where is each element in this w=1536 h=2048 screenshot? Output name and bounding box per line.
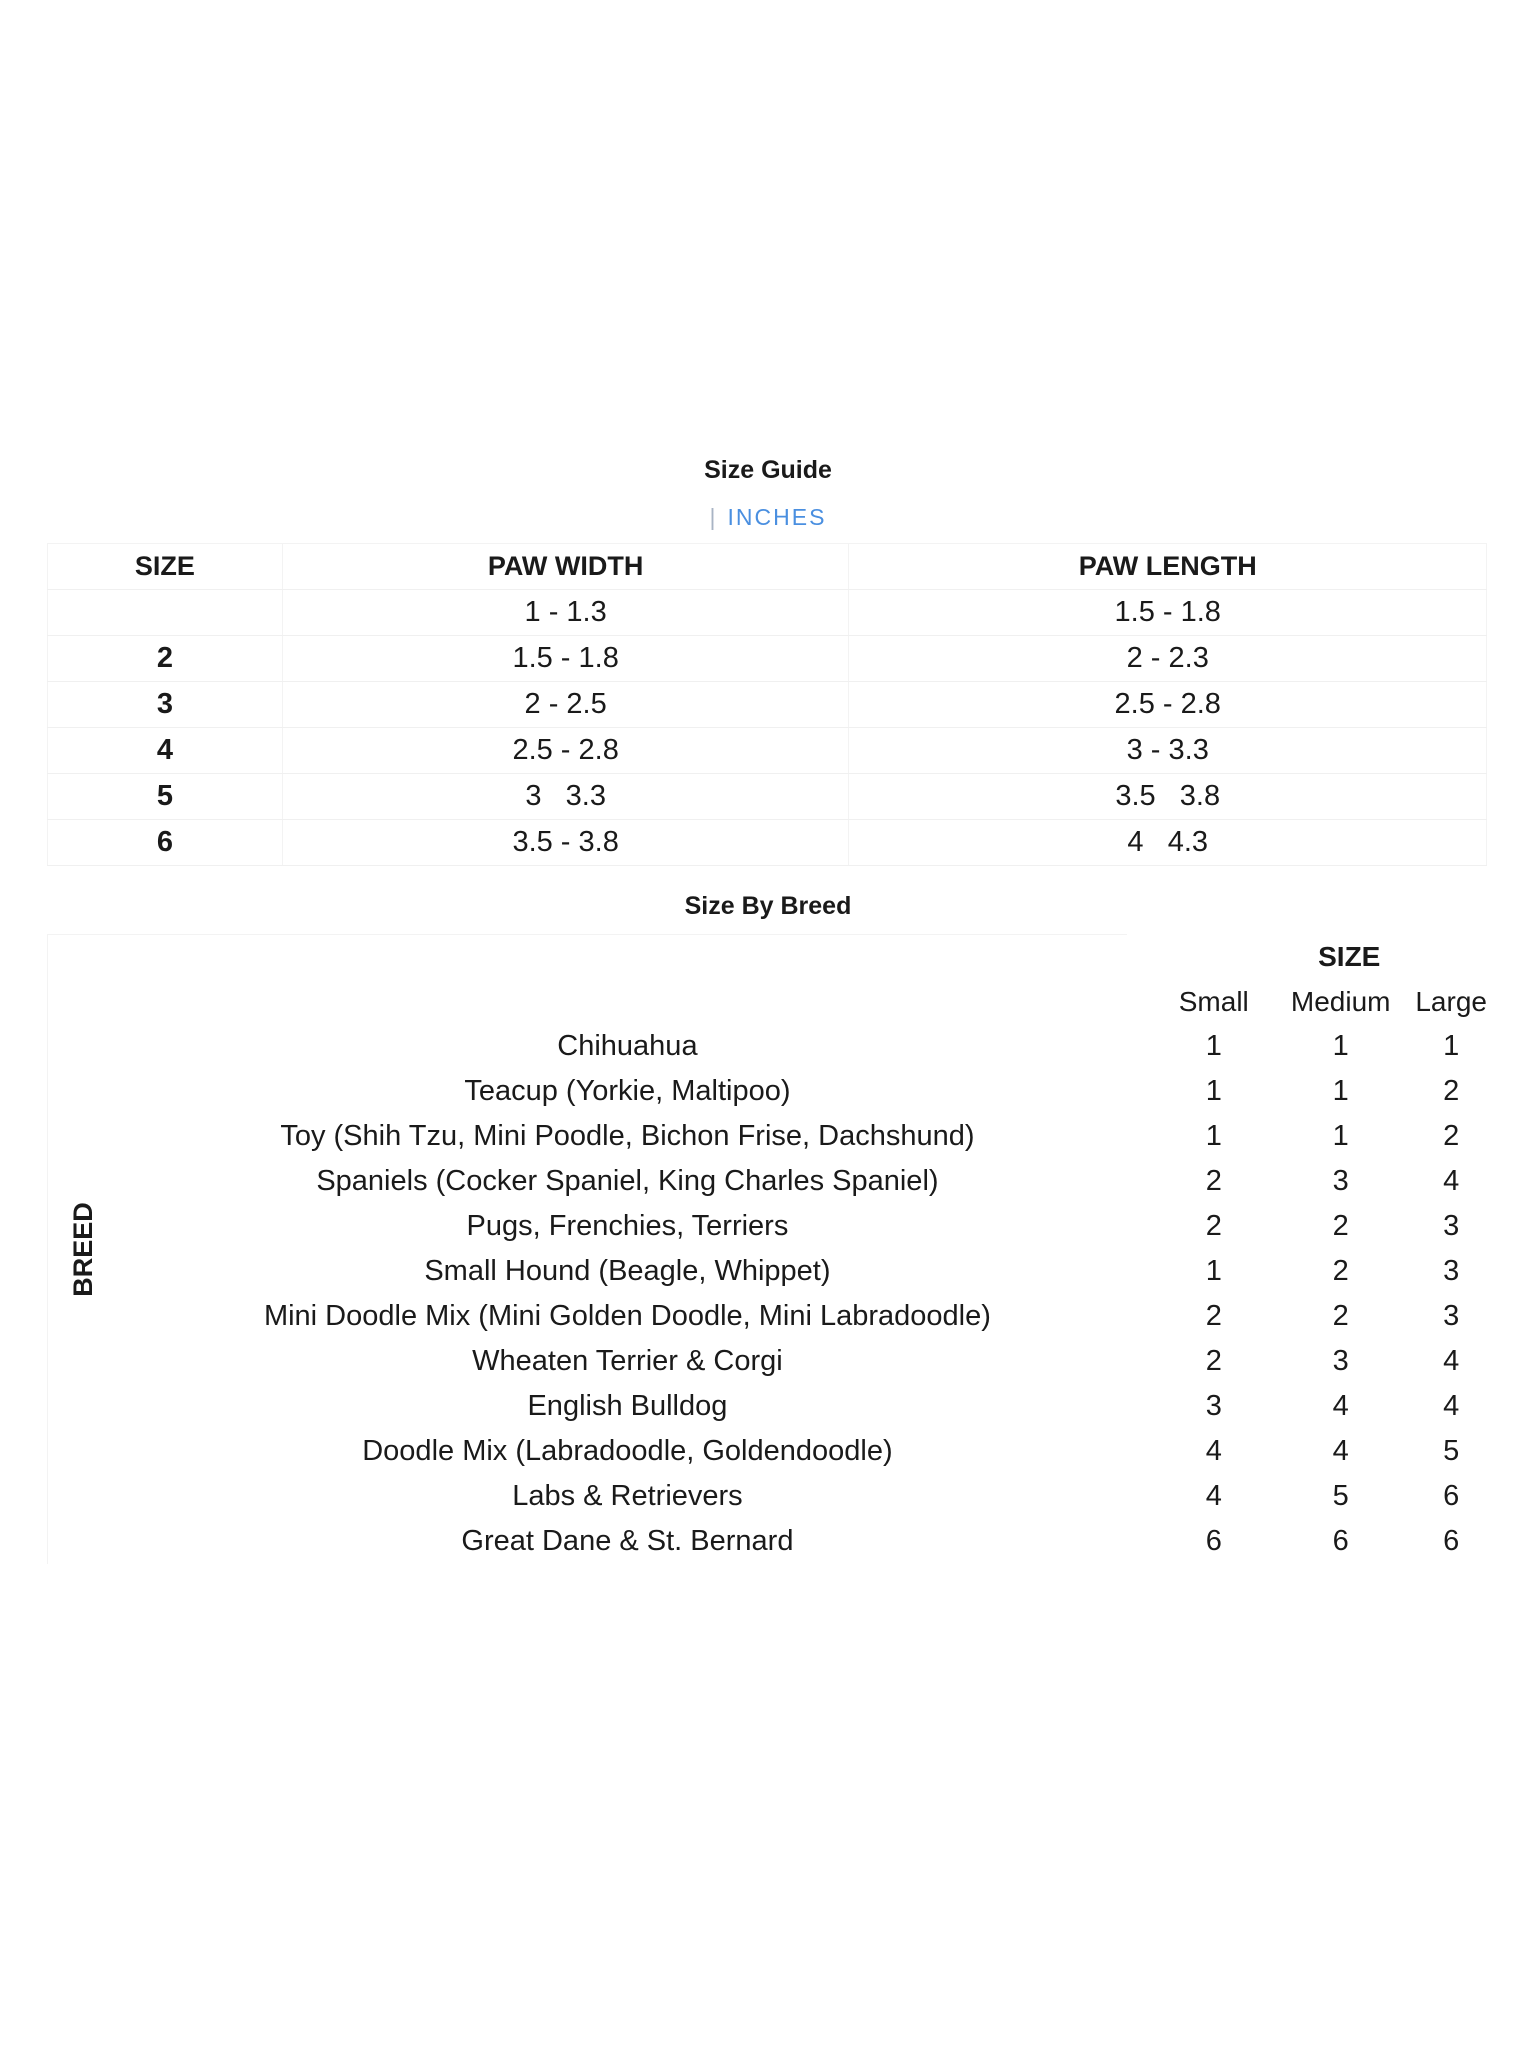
paw-width-cell: 3 3.3	[282, 774, 849, 820]
table-row	[48, 1384, 1488, 1429]
large-size-cell: 4	[1443, 1165, 1460, 1197]
medium-size-cell: 2	[1332, 1300, 1349, 1332]
size-cell: 3	[48, 682, 283, 728]
table-row	[48, 1249, 1488, 1294]
table-row	[48, 728, 1487, 774]
unit-inches-tab[interactable]: INCHES	[727, 504, 827, 530]
table-header-row	[48, 544, 1487, 590]
small-size-cell: 2	[1205, 1345, 1222, 1377]
small-size-cell: 1	[1205, 1120, 1222, 1152]
size-by-breed-title: Size By Breed	[684, 892, 852, 920]
table-row	[48, 1294, 1488, 1339]
medium-size-cell: 1	[1332, 1120, 1349, 1152]
size-guide-table	[47, 543, 1487, 866]
medium-size-cell: 3	[1332, 1165, 1349, 1197]
size-cell: 2	[48, 636, 283, 682]
paw-width-cell: 3.5 - 3.8	[282, 820, 849, 866]
paw-length-cell: 4 4.3	[849, 820, 1487, 866]
breed-name-cell: Pugs, Frenchies, Terriers	[466, 1210, 789, 1242]
large-size-cell: 3	[1443, 1255, 1460, 1287]
small-size-cell: 4	[1205, 1480, 1222, 1512]
medium-size-cell: 5	[1332, 1480, 1349, 1512]
size-header-label: SIZE	[1318, 940, 1381, 972]
paw-length-cell: 3 - 3.3	[849, 728, 1487, 774]
breed-name-cell: Toy (Shih Tzu, Mini Poodle, Bichon Frise, Dachshund)	[280, 1120, 975, 1152]
breed-name-cell: Great Dane & St. Bernard	[461, 1525, 794, 1557]
small-size-cell: 2	[1205, 1300, 1222, 1332]
table-row	[48, 1204, 1488, 1249]
paw-length-cell: 3.5 3.8	[849, 774, 1487, 820]
table-header-row	[48, 934, 1488, 979]
table-row	[48, 636, 1487, 682]
unit-selector[interactable]	[0, 504, 1536, 531]
blank-header-cell	[93, 979, 1161, 1024]
size-group-header	[1162, 934, 1488, 979]
small-size-cell: 3	[1205, 1390, 1222, 1422]
table-row	[48, 590, 1487, 636]
table-row	[48, 1114, 1488, 1159]
large-size-cell: 4	[1443, 1345, 1460, 1377]
paw-width-cell: 2.5 - 2.8	[282, 728, 849, 774]
breed-name-cell: Doodle Mix (Labradoodle, Goldendoodle)	[362, 1435, 893, 1467]
breed-name-cell: Mini Doodle Mix (Mini Golden Doodle, Mini Labradoodle)	[263, 1300, 991, 1332]
medium-size-cell: 2	[1332, 1210, 1349, 1242]
table-row	[48, 1024, 1488, 1069]
table-subheader-row	[48, 979, 1488, 1024]
table-row	[48, 1474, 1488, 1519]
size-column-header: SIZE	[48, 544, 283, 590]
large-column-header: Large	[1415, 985, 1487, 1017]
small-size-cell: 2	[1205, 1210, 1222, 1242]
medium-size-cell: 2	[1332, 1255, 1349, 1287]
breed-name-cell: Chihuahua	[557, 1030, 698, 1062]
size-cell: 4	[48, 728, 283, 774]
size-cell: 6	[48, 820, 283, 866]
large-size-cell: 6	[1443, 1525, 1460, 1557]
large-size-cell: 3	[1443, 1300, 1460, 1332]
breed-name-cell: Labs & Retrievers	[512, 1480, 743, 1512]
large-size-cell: 5	[1443, 1435, 1460, 1467]
breed-name-cell: Spaniels (Cocker Spaniel, King Charles Spaniel)	[316, 1165, 939, 1197]
breed-side-label: BREED	[67, 1202, 98, 1297]
large-size-cell: 1	[1443, 1030, 1460, 1062]
table-row	[48, 1519, 1488, 1564]
large-size-cell: 4	[1443, 1390, 1460, 1422]
table-row	[48, 820, 1487, 866]
size-cell	[48, 590, 283, 636]
table-row	[48, 1429, 1488, 1474]
table-row	[48, 682, 1487, 728]
small-size-cell: 6	[1205, 1525, 1222, 1557]
table-row	[48, 1069, 1488, 1114]
medium-size-cell: 4	[1332, 1435, 1349, 1467]
table-row	[48, 1159, 1488, 1204]
breed-name-cell: English Bulldog	[527, 1390, 728, 1422]
small-size-cell: 4	[1205, 1435, 1222, 1467]
small-size-cell: 1	[1205, 1075, 1222, 1107]
paw-width-column-header: PAW WIDTH	[282, 544, 849, 590]
blank-header-cell	[93, 934, 1161, 979]
table-row	[48, 1339, 1488, 1384]
size-cell: 5	[48, 774, 283, 820]
table-row	[48, 774, 1487, 820]
paw-width-cell: 2 - 2.5	[282, 682, 849, 728]
large-size-cell: 2	[1443, 1120, 1460, 1152]
paw-length-cell: 2 - 2.3	[849, 636, 1487, 682]
large-size-cell: 2	[1443, 1075, 1460, 1107]
breed-label-cell	[48, 934, 98, 1564]
large-size-cell: 6	[1443, 1480, 1460, 1512]
large-size-cell: 3	[1443, 1210, 1460, 1242]
breed-name-cell: Teacup (Yorkie, Maltipoo)	[464, 1075, 791, 1107]
medium-size-cell: 4	[1332, 1390, 1349, 1422]
small-size-cell: 2	[1205, 1165, 1222, 1197]
paw-width-cell: 1 - 1.3	[282, 590, 849, 636]
medium-size-cell: 6	[1332, 1525, 1349, 1557]
paw-length-cell: 2.5 - 2.8	[849, 682, 1487, 728]
small-column-header: Small	[1178, 985, 1249, 1017]
paw-length-column-header: PAW LENGTH	[849, 544, 1487, 590]
breed-name-cell: Small Hound (Beagle, Whippet)	[424, 1255, 831, 1287]
medium-size-cell: 1	[1332, 1075, 1349, 1107]
medium-column-header: Medium	[1290, 985, 1391, 1017]
small-size-cell: 1	[1205, 1030, 1222, 1062]
medium-size-cell: 3	[1332, 1345, 1349, 1377]
small-size-cell: 1	[1205, 1255, 1222, 1287]
unit-separator: |	[709, 504, 718, 530]
paw-length-cell: 1.5 - 1.8	[849, 590, 1487, 636]
paw-width-cell: 1.5 - 1.8	[282, 636, 849, 682]
size-by-breed-table	[47, 934, 1487, 1564]
medium-size-cell: 1	[1332, 1030, 1349, 1062]
size-guide-title: Size Guide	[704, 456, 832, 484]
breed-name-cell: Wheaten Terrier & Corgi	[472, 1345, 783, 1377]
